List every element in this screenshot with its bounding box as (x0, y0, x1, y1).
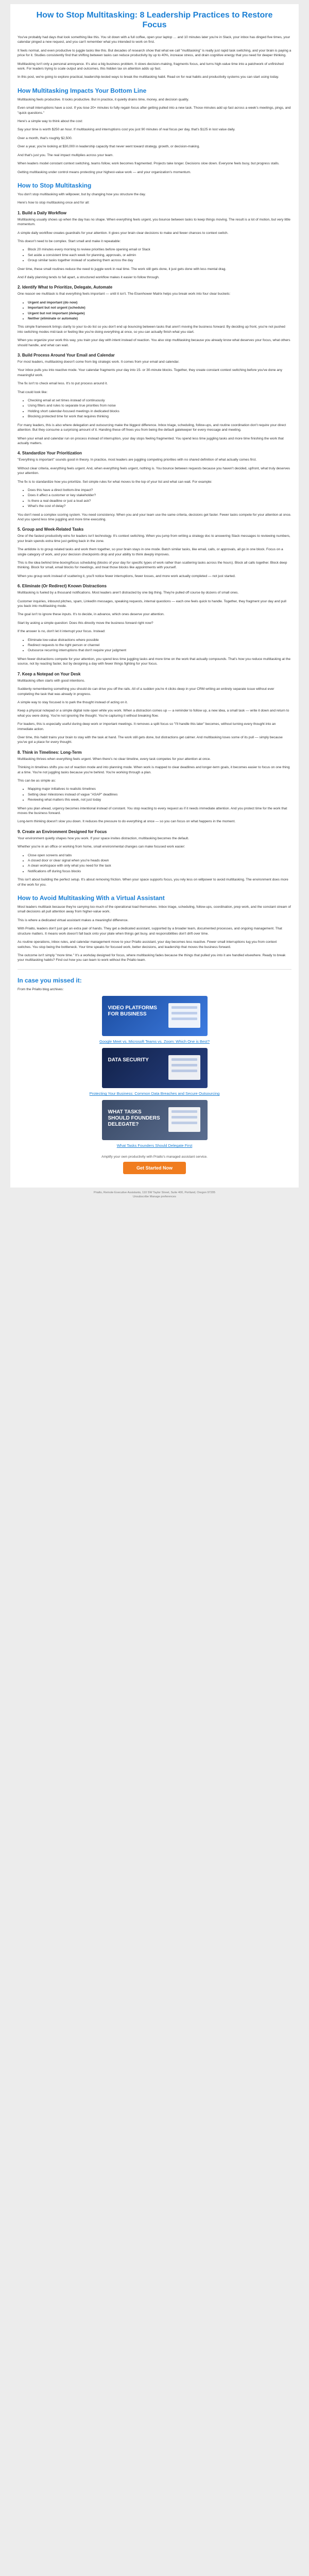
archive-post[interactable] (18, 1100, 291, 1148)
list-item: • Set aside a consistent time each week for planning, approvals, or admin (28, 253, 291, 258)
paragraph: That could look like: (18, 390, 48, 394)
list-item: • Urgent and important (do now) (28, 300, 291, 305)
thumbnail-caption: VIDEO PLATFORMS FOR BUSINESS (108, 1005, 157, 1018)
bullet-list (18, 488, 291, 509)
section-heading: How to Avoid Multitasking With a Virtual Assistant (18, 894, 165, 902)
paragraph: When leaders model constant context switching, teams follow, work becomes fragmented. Projects take longer. Decisions slow down. Everyone feels busy, but progress stalls. (18, 162, 280, 166)
shield-lock-icon (168, 1055, 200, 1080)
paragraph: This isn't about building the perfect setup. It's about removing friction. When your space supports focus, you rely less on willpower to avoid multitasking. The environment does more of the work for you. (18, 878, 288, 887)
intro-paragraph: Multitasking isn't only a personal annoyance. It's also a big business problem. It slows decision-making, fragments focus, and turns high-value time into a patchwork of unfinished work. For leaders trying to scale output and outcomes, this hidden tax on attention adds up fast. (18, 62, 284, 71)
paragraph: And if daily planning tends to fall apart, a structured workflow makes it easier to follow through. (18, 275, 160, 279)
tip-heading: 1. Build a Daily Workflow (18, 210, 66, 215)
paragraph: Long-term thinking doesn't slow you down. It reduces the pressure to do everything at once — so you can focus on what happens in the moment. (18, 820, 236, 824)
paragraph: This can be as simple as: (18, 778, 56, 783)
list-item: • Blocking protected time for work that requires thinking (28, 414, 291, 419)
video-window-icon (168, 1003, 200, 1028)
paragraph: You don't need a complex scoring system. You need consistency. When you and your team use the same criteria, decisions get faster. Fewer tasks compete for your attention at once. And you spend less time juggling and more time executing. (18, 513, 291, 521)
list-item: • Is there a real deadline or just a loud ask? (28, 499, 291, 503)
paragraph: This simple framework brings clarity to your to-do list so you don't end up bouncing between tasks that aren't moving the business forward. By deciding up front, you're not pushed into switching modes mid-task or feeling like you're doing everything at once, so you can actually finish what you start. (18, 325, 285, 334)
archive-post[interactable] (18, 996, 291, 1044)
email-footer (10, 1191, 299, 1204)
tip-heading: 7. Keep a Notepad on Your Desk (18, 671, 81, 676)
list-item: • A clean workspace with only what you need for the task (28, 863, 291, 868)
paragraph: Your inbox pulls you into reactive mode. Your calendar fragments your day into 15- or 30-minute blocks. Together, they create constant context switching before you've done any meaningful work. (18, 368, 283, 377)
paragraph: Even small interruptions have a cost. If you lose 20+ minutes to fully regain focus after getting pulled into a new task. Those minutes add up fast across a week's meetings, pings, and "quick questions." (18, 106, 291, 115)
paragraph: Suddenly remembering something you should do can drive you off the rails. All of a sudden you're 4 clicks deep in your CRM writing an entirely separate issue without ever completing the task that was already in progress. (18, 687, 274, 696)
paragraph: Multitasking is fueled by a thousand notifications. Most leaders aren't distracted by one big thing. They're pulled off course by dozens of small ones. (18, 591, 239, 595)
paragraph: The fix isn't to check email less. It's to put process around it. (18, 382, 108, 386)
paragraph: A simple way to stay focused is to park the thought instead of acting on it. (18, 700, 128, 704)
paragraph: Here's a simple way to think about the cost: (18, 120, 83, 124)
paragraph: The antidote is to group related tasks and work them together, so your brain stays in one mode. Batch similar tasks, like email, calls, or approvals, all go in one block. Focus on a single category of work, and your decision checkpoints drop and your ability to think deeply improves. (18, 548, 283, 556)
paragraph: You don't stop multitasking with willpower, but by changing how you structure the day. (18, 192, 146, 196)
paragraph: One reason we multitask is that everything feels important — until it isn't. The Eisenhower Matrix helps you break work into four clear buckets: (18, 292, 231, 296)
paragraph: As routine operations, inbox rules, and calendar management move to your Prialto assistant, your day becomes less reactive. Fewer small interruptions tug you from context switches. You stop being the bottleneck. Your time speaks for focused work, better decisions, and leadership that moves the business forward. (18, 940, 277, 949)
paragraph: When your email and calendar run on process instead of interruption, your day stops feeling fragmented. You spend less time juggling tasks and more time finishing the work that actually matters. (18, 436, 284, 445)
paragraph: Multitasking often starts with good intentions. (18, 679, 85, 683)
paragraph: Start by asking a simple question: Does this directly move the business forward right now? (18, 621, 153, 625)
list-item: • Reviewing what matters this week, not just today (28, 798, 291, 802)
paragraph: When you organize your work this way, you train your day with intent instead of reaction. You also stop multitasking because you already know what deserves your focus, what others should handle, and what can wait. (18, 338, 290, 347)
bullet-list (18, 853, 291, 874)
tip-heading: 4. Standardize Your Prioritization (18, 451, 82, 456)
thumbnail-caption: DATA SECURITY (108, 1057, 149, 1063)
page-title: How to Stop Multitasking: 8 Leadership Practices to Restore Focus (36, 11, 273, 29)
section-heading: How to Stop Multitasking (18, 181, 92, 189)
paragraph: This is where a dedicated virtual assistant makes a meaningful difference. (18, 918, 129, 922)
post-link[interactable]: What Tasks Founders Should Delegate First (116, 1143, 193, 1148)
paragraph: Over time, these small routines reduce the need to juggle work in real time. The work still gets done, it just gets done with less mental drag. (18, 267, 227, 271)
post-thumbnail[interactable] (102, 1100, 208, 1140)
list-item: • Important but not urgent (schedule) (28, 306, 291, 310)
paragraph: A simple daily workflow creates guardrails for your attention. It gives your brain clear decisions to make and fewer chances to context switch. (18, 231, 229, 235)
list-item: • What's the cost of delay? (28, 504, 291, 509)
paragraph: And that's just you. The real impact multiplies across your team. (18, 153, 114, 157)
list-item: • Eliminate low-value distractions where possible (28, 638, 291, 642)
list-item: • A closed door or clear signal when you're heads down (28, 858, 291, 863)
list-item: • Outsource recurring interruptions that don't require your judgment (28, 648, 291, 653)
paragraph: Multitasking thrives when everything feels urgent. When there's no clear timeline, every task competes for your attention at once. (18, 757, 211, 761)
archive-post[interactable] (18, 1048, 291, 1096)
list-item: • Notifications off during focus blocks (28, 869, 291, 874)
list-item: • Urgent but not important (delegate) (28, 311, 291, 316)
cta-section (18, 1155, 291, 1174)
post-thumbnail[interactable] (102, 996, 208, 1036)
paragraph: Thinking in timelines shifts you out of reaction mode and into planning mode. When work is mapped to clear deadlines and longer-term goals, it becomes easier to focus on one thing at a time. You're not juggling tasks because you're behind. You're working through a plan. (18, 766, 290, 774)
paragraph: Over a month, that's roughly $2,500. (18, 136, 73, 140)
bullet-list (18, 247, 291, 263)
paragraph: Most leaders multitask because they're carrying too much of the operational load themselves. Inbox triage, scheduling, follow-ups, coordination, prep work, and the constant stream of small decisions all pull attention away from higher-value work. (18, 905, 291, 914)
list-item: • Holding short calendar-focused meetings in dedicated blocks (28, 409, 291, 414)
tip-heading: 5. Group and Week-Related Tasks (18, 527, 84, 532)
paragraph: Without clear criteria, everything feels urgent. And, when everything feels urgent, nothing is. You bounce between requests because you haven't decided, upfront, what truly deserves your attention. (18, 466, 290, 476)
paragraph: The goal isn't to ignore these inputs. It's to decide, in advance, which ones deserve your attention. (18, 613, 165, 617)
paragraph: With Prialto, leaders don't just get an extra pair of hands. They get a dedicated assistant, supported by a broader team, documented processes, and ongoing management. That structure matters. It means work doesn't fall back onto your plate when things get busy, and responsibilities don't drift over time. (18, 927, 282, 936)
section-heading: How Multitasking Impacts Your Bottom Line (18, 87, 147, 94)
paragraph: If the answer is no, don't let it interrupt your focus. Instead: (18, 630, 106, 634)
intro-paragraph: In this post, we're going to explore practical, leadership-tested ways to break the multitasking habit. Read on for real habits and productivity systems you can start using today. (18, 75, 279, 79)
paragraph: "Everything is important" sounds good in theory. In practice, most leaders are juggling competing priorities with no shared definition of what actually comes first. (18, 458, 257, 462)
paragraph: Multitasking feels productive. It looks productive. But in practice, it quietly drains time, money, and decision quality. (18, 97, 189, 101)
paragraph: The fix is to standardize how you prioritize. Set simple rules for what moves to the top of your list and what can wait. For example: (18, 480, 212, 484)
paragraph: This doesn't need to be complex. Start small and make it repeatable: (18, 239, 121, 243)
paragraph: One of the fastest productivity wins for leaders isn't technology. It's context switching. When you jump from writing a strategy doc to answering Slack messages to reviewing numbers, your brain spends extra time just getting back in the zone. (18, 534, 290, 543)
paragraph: Here's how to stop multitasking once and for all: (18, 201, 90, 205)
archive-subheading: From the Prialto blog archives: (18, 987, 64, 991)
list-item: • Block 20 minutes every morning to review priorities before opening email or Slack (28, 247, 291, 252)
divider (18, 969, 291, 970)
list-item: • Group similar tasks together instead of scattering them across the day (28, 258, 291, 263)
tip-heading: 9. Create an Environment Designed for Focus (18, 829, 107, 834)
list-item: • Does this have a direct bottom-line impact? (28, 488, 291, 493)
paragraph: Whether you're in an office or working from home, small environmental changes can make focused work easier: (18, 845, 185, 849)
paragraph: When fewer distractions compete for your attention, you spend less time juggling tasks and more time on the work that actually compounds. That's how you reduce multitasking at the source, not by reacting faster, but by designing a day with fewer things fighting for your focus. (18, 657, 291, 666)
list-item: • Checking email at set times instead of continuously (28, 398, 291, 403)
tip-heading: 8. Think in Timelines: Long-Term (18, 750, 82, 755)
paragraph: For many leaders, this is also where delegation and outsourcing make the biggest difference. Inbox triage, scheduling, follow-ups, and routine coordination don't require your direct attention. But they consume a surprising amount of it. Handing these off frees you from being the default gatekeeper for every message and meeting. (18, 423, 286, 432)
list-item: • Mapping major initiatives to realistic timelines (28, 787, 291, 791)
footer-links[interactable]: Unsubscribe Manage preferences (133, 1195, 176, 1199)
paragraph: Getting multitasking under control means protecting your highest-value work — and your organization's momentum. (18, 170, 191, 174)
paragraph: When you plan ahead, urgency becomes intentional instead of constant. You stop reacting to every request as if it needs immediate attention. And you protect time for the work that moves the business forward. (18, 806, 287, 815)
paragraph: This is the idea behind time-boxing/focus scheduling (blocks of your day for specific types of work rather than scattering tasks across the hours). Block all calls together. Block deep thinking. Block for small, email blocks for meetings, and treat those blocks like appointments with yourself. (18, 561, 287, 570)
paragraph: Over a year, you're looking at $30,000 in leadership capacity that never went toward strategy, growth, or decision-making. (18, 145, 200, 149)
post-thumbnail[interactable] (102, 1048, 208, 1088)
tip-heading: 3. Build Process Around Your Email and Calendar (18, 353, 115, 358)
archive-heading: In case you missed it: (18, 976, 82, 984)
cta-caption: Amplify your own productivity with Prialto's managed assistant service. (101, 1155, 208, 1159)
list-item: • Neither (eliminate or automate) (28, 316, 291, 321)
paragraph: Multitasking usually shows up when the day has no shape. When everything feels urgent, you bounce between tasks to keep things moving. The result is a lot of motion, but very little momentum. (18, 217, 290, 227)
paragraph: Customer inquiries, inbound pitches, spam, LinkedIn messages, speaking requests, internal questions — each one feels quick to handle. Together, they fragment your day and pull you back into multitasking mode. (18, 599, 286, 608)
bullet-list (18, 638, 291, 653)
paragraph: When you group work instead of scattering it, you'll notice fewer interruptions, fewer losses, and more work actually completed — not just started. (18, 574, 236, 578)
paragraph: For most leaders, multitasking doesn't come from big strategic work. It comes from your email and calendar. (18, 360, 180, 364)
paragraph: Keep a physical notepad or a simple digital note open while you work. When a distraction comes up — a reminder to follow up, a new idea, a small task — write it down and return to what you were doing. You're not ignoring the thought. You're capturing it without breaking flow. (18, 709, 289, 718)
paragraph: The outcome isn't simply "more time." It's a workday designed for focus, where multitasking fades because the things that pulled you into it are handled elsewhere. Ready to break your multitasking habits? Find out how you can learn to work without the Prialto team. (18, 953, 286, 962)
bullet-list (18, 398, 291, 419)
get-started-button[interactable]: Get Started Now (123, 1162, 186, 1174)
paragraph: For leaders, this is especially useful during deep work or important meetings. It removes a split focus so "I'll handle this later" becomes, without turning every thought into an immediate action. (18, 722, 276, 731)
post-link[interactable]: Google Meet vs. Microsoft Teams vs. Zoom: Which One is Best? (99, 1039, 210, 1044)
list-item: • Using filters and rules to separate true priorities from noise (28, 403, 291, 408)
tip-heading: 6. Eliminate (Or Redirect) Known Distractions (18, 584, 107, 589)
list-item: • Setting clear milestones instead of vague "ASAP" deadlines (28, 792, 291, 797)
list-item: • Redirect requests to the right person or channel (28, 643, 291, 648)
article-card (10, 4, 299, 1188)
bullet-list (18, 787, 291, 802)
post-link[interactable]: Protecting Your Business: Common Data Breaches and Secure Outsourcing (89, 1091, 220, 1096)
paragraph: Your environment quietly shapes how you work. If your space invites distraction, multitasking becomes the default. (18, 836, 189, 840)
footer-address: Prialto, Remote Executive Assistants, 110 SW Taylor Street, Suite 400, Portland, Oregon 97205 (93, 1191, 216, 1195)
list-item: • Close open screens and tabs (28, 853, 291, 858)
paragraph: Say your time is worth $250 an hour. If multitasking and interruptions cost you just 90 minutes of real focus per day, that's $125 in lost value daily. (18, 128, 235, 132)
checklist-icon (168, 1107, 200, 1132)
bullet-list (18, 300, 291, 321)
list-item: • Does it affect a customer or key stakeholder? (28, 493, 291, 498)
tip-heading: 2. Identify What to Prioritize, Delegate, Automate (18, 285, 113, 290)
intro-paragraph: It feels normal, and even productive to juggle tasks like this. But decades of research show that what we call "multitasking" is really just rapid task switching, and your brain is paying a price for it. Studies consistently find that shifting between tasks can reduce productivity by up to 40%, increase stress, and drain cognitive energy that you need for deeper thinking. (18, 48, 291, 58)
thumbnail-caption: WHAT TASKS SHOULD FOUNDERS DELEGATE? (108, 1109, 160, 1128)
intro-paragraph: You've probably had days that look something like this. You sit down with a full coffee, open your laptop … and 10 minutes later you're in Slack, your inbox has dinged five times, your calendar pinged a new request, and you can't remember what you intended to work on first. (18, 36, 290, 44)
paragraph: Over time, this habit trains your brain to stay with the task at hand. The work still gets done, but distractions get calmer. And multitasking loses some of its pull — simply because you've got a place for every thought. (18, 735, 283, 744)
